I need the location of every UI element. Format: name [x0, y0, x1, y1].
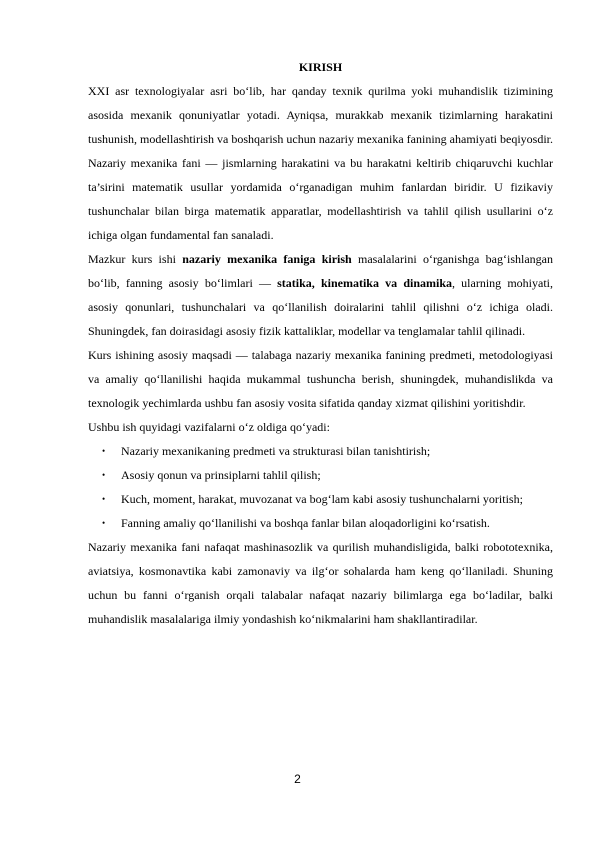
paragraph-tasks-intro: Ushbu ish quyidagi vazifalarni o‘z oldiga qo‘yadi: [88, 420, 330, 434]
list-item [88, 463, 553, 487]
document-body [88, 55, 553, 631]
scope-bold-1: nazariy mexanika faniga kirish [182, 252, 352, 266]
list-item-text: Nazariy mexanikaning predmeti va strukturasi bilan tanishtirish; [121, 444, 431, 458]
list-item-text: Kuch, moment, harakat, muvozanat va bog‘lam kabi asosiy tushunchalarni yoritish; [121, 492, 523, 506]
paragraph-conclusion: Nazariy mexanika fani nafaqat mashinasozlik va qurilish muhandisligida, balki robototexnika, aviatsiya, kosmonavtika kabi zamonaviy va ilg‘or sohalarda ham keng qo‘llaniladi. Shuning uchun bu fanni o‘rganish orqali talabalar nafaqat nazariy bilimlarga ega bo‘ladilar, balki muhandislik masalalariga ilmiy yondashish ko‘nikmalarini ham shakllantiradilar. [88, 540, 553, 626]
list-item [88, 487, 553, 511]
scope-text-1: Mazkur kurs ishi [88, 252, 183, 266]
bullet-icon: • [102, 494, 106, 504]
tasks-list [88, 439, 553, 535]
section-title: KIRISH [298, 60, 343, 74]
list-item-text: Asosiy qonun va prinsiplarni tahlil qilish; [121, 468, 321, 482]
paragraph-intro: XXI asr texnologiyalar asri bo‘lib, har qanday texnik qurilma yoki muhandislik tizimining asosida mexanik qonuniyatlar yotadi. Ayniqsa, murakkab mexanik tizimlarning harakatini tushunish, modellashtirish va boshqarish uchun nazariy mexanika fanining ahamiyati beqiyosdir. Nazariy mexanika fani — jismlarning harakatini va bu harakatni keltirib chiqaruvchi kuchlar ta’sirini matematik usullar yordamida o‘rganadigan muhim fanlardan biridir. U fizikaviy tushunchalar bilan birga matematik apparatlar, modellashtirish va tahlil qilish usullarini o‘z ichiga olgan fundamental fan sanaladi. [88, 84, 553, 242]
scope-text-3: , ularning mohiyati, asosiy qonunlari, tushunchalari va qo‘llanilish doiralarini tahlil qilishni o‘z ichiga oladi. Shuningdek, fan doirasidagi asosiy fizik kattaliklar, modellar va tenglamalar tahlil qilinadi. [88, 276, 553, 338]
page-number: 2 [294, 772, 301, 786]
list-item [88, 511, 553, 535]
paragraph-goal: Kurs ishining asosiy maqsadi — talabaga nazariy mexanika fanining predmeti, metodologiyasi va amaliy qo‘llanilishi haqida mukammal tushuncha berish, shuningdek, muhandislikda va texnologik yechimlarda ushbu fan asosiy vosita sifatida qanday xizmat qilishini yoritishdir. [88, 348, 553, 410]
bullet-icon: • [102, 470, 106, 480]
paragraph-scope [88, 247, 553, 343]
list-item-text: Fanning amaliy qo‘llanilishi va boshqa fanlar bilan aloqadorligini ko‘rsatish. [121, 516, 490, 530]
bullet-icon: • [102, 518, 106, 528]
list-item [88, 439, 553, 463]
scope-bold-2: statika, kinematika va dinamika [277, 276, 453, 290]
scope-text-2: masalalarini o‘rganishga bag‘ishlangan bo‘lib, fanning asosiy bo‘limlari — [88, 252, 553, 290]
bullet-icon: • [102, 446, 106, 456]
